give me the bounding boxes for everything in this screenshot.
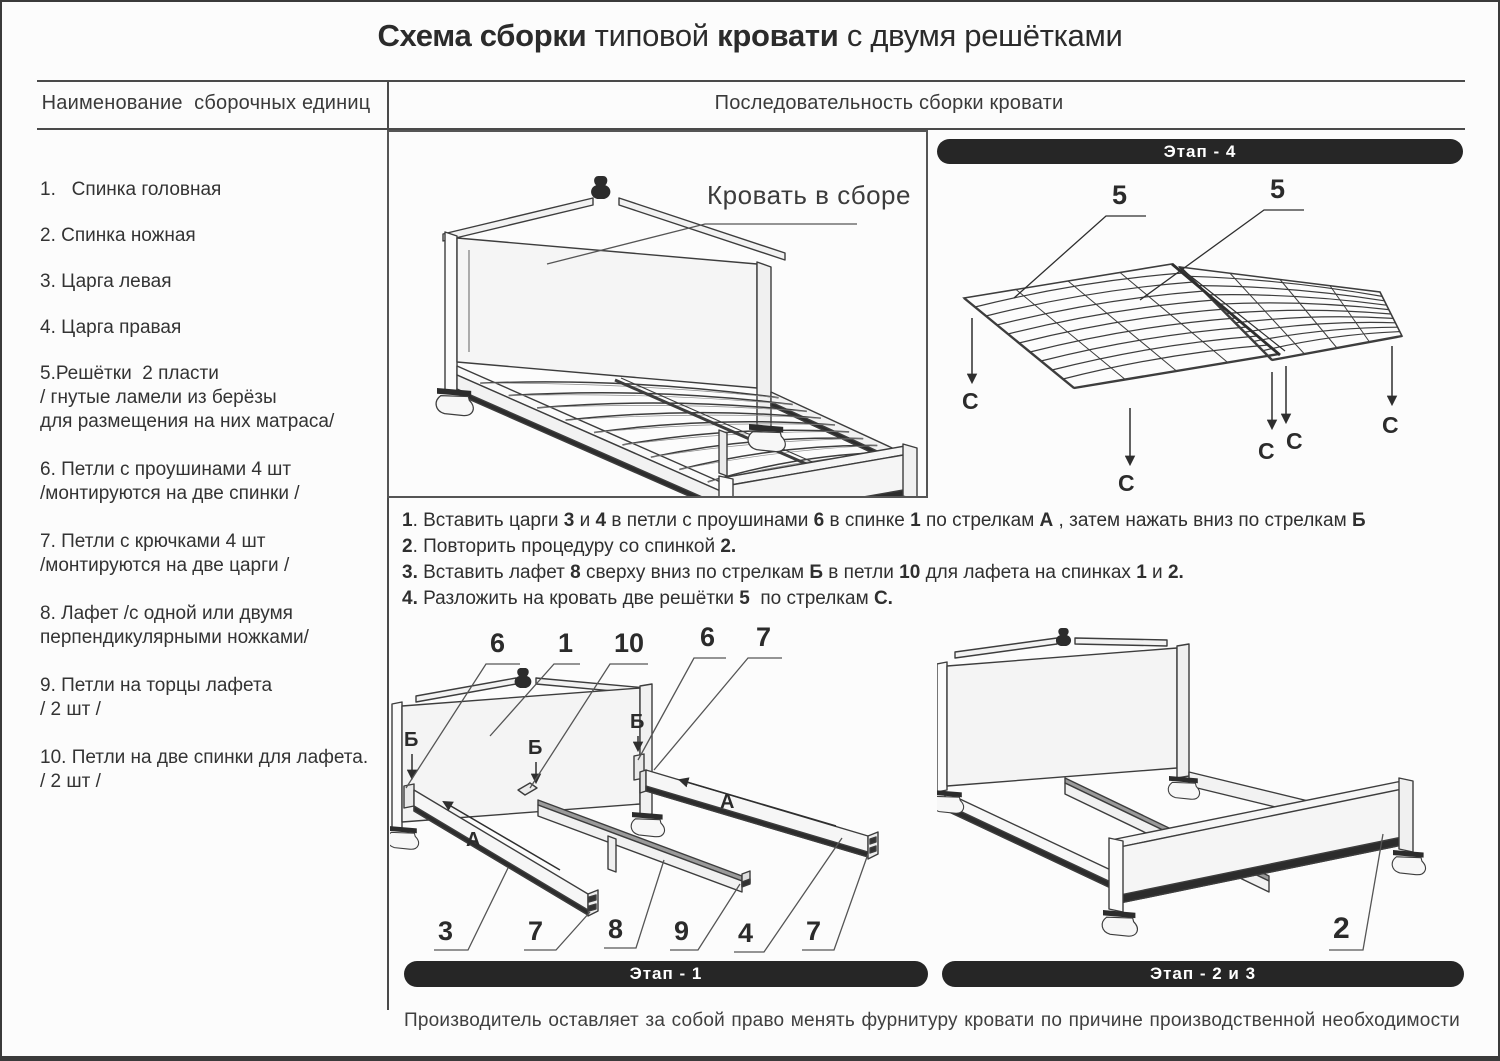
drawing-line: [1230, 273, 1305, 354]
text-segment: 4.: [402, 588, 418, 609]
parts-list-line: / гнутые ламели из берёзы: [40, 387, 277, 408]
text-segment: типовой: [594, 18, 718, 53]
parts-list-line: 2. Спинка ножная: [40, 225, 196, 246]
instruction-step-4: [402, 586, 1468, 612]
parts-list-item-8: [40, 602, 382, 650]
drawing-line: [1280, 280, 1337, 349]
parts-list-line: /монтируются на две спинки /: [40, 483, 300, 504]
text-segment: 3: [563, 510, 575, 531]
instruction-step-1: [402, 508, 1468, 534]
stage-2-3-pill: [942, 961, 1464, 987]
text-segment: и: [1146, 562, 1168, 583]
parts-list-item-9: [40, 674, 382, 722]
parts-list-item-4: [40, 316, 382, 340]
parts-list-item-10: [40, 746, 382, 794]
callout-10: 10: [614, 628, 645, 658]
callout-9: 9: [674, 916, 690, 946]
stage-2-3-drawing: [937, 620, 1490, 960]
text-segment: в петли: [823, 562, 900, 583]
text-segment: по стрелкам: [920, 510, 1040, 531]
parts-list-line: / 2 шт /: [40, 699, 101, 720]
text-segment: 1: [910, 510, 921, 531]
parts-list-line: /монтируются на две царги /: [40, 555, 290, 576]
instruction-step-3: [402, 560, 1468, 586]
assembled-bed-diagram: [389, 132, 926, 496]
parts-list-item-7: [40, 530, 382, 578]
stage-1-pill: [404, 961, 928, 987]
callout-А: А: [720, 791, 735, 813]
text-segment: 1: [1136, 562, 1147, 583]
stage-1-drawing: [390, 620, 930, 960]
callout-С: С: [1382, 412, 1399, 438]
callout-3: 3: [438, 916, 454, 946]
callout-7: 7: [806, 916, 822, 946]
callout-Б: Б: [630, 711, 645, 733]
parts-list-line: 6. Петли с проушинами 4 шт: [40, 459, 292, 480]
text-segment: 1: [402, 510, 413, 531]
parts-list-line: 3. Царга левая: [40, 271, 172, 292]
parts-list-line: 7. Петли с крючками 4 шт: [40, 531, 266, 552]
text-segment: , затем нажать вниз по стрелкам: [1053, 510, 1352, 531]
callout-5: 5: [1270, 174, 1286, 204]
callout-5: 5: [1112, 180, 1128, 210]
callout-6: 6: [490, 628, 506, 658]
stage-4-pill-label: Этап - 4: [1163, 141, 1237, 161]
callout-А: А: [466, 829, 481, 851]
text-segment: 3.: [402, 562, 418, 583]
header-rule-top: [37, 80, 1465, 82]
callout-1: 1: [558, 628, 574, 658]
right-column-header: Последовательность сборки кровати: [714, 92, 1064, 114]
text-segment: кровати: [717, 18, 839, 53]
text-segment: . Повторить процедуру со спинкой: [412, 536, 721, 557]
left-column-header: Наименование сборочных единиц: [41, 92, 371, 114]
instruction-step-2: [402, 534, 1468, 560]
text-segment: . Вставить царги: [412, 510, 564, 531]
text-segment: в спинке: [824, 510, 911, 531]
parts-list-line: / 2 шт /: [40, 771, 101, 792]
text-segment: для лафета на спинках: [920, 562, 1137, 583]
text-segment: А: [1039, 510, 1054, 531]
stage-2-3-diagram: [937, 620, 1490, 960]
drawing-line: [1180, 267, 1402, 360]
callout-8: 8: [608, 914, 624, 944]
callout-7: 7: [756, 622, 772, 652]
callout-7: 7: [528, 916, 544, 946]
callout-4: 4: [738, 918, 754, 948]
callout-С: С: [1258, 438, 1275, 464]
callout-С: С: [1118, 470, 1135, 496]
text-segment: С.: [873, 588, 893, 609]
text-segment: Схема сборки: [377, 18, 595, 53]
parts-list-item-5: [40, 362, 382, 434]
callout-С: С: [1286, 428, 1303, 454]
parts-list-line: для размещения на них матраса/: [40, 411, 335, 432]
parts-list-line: 5.Решётки 2 пласти: [40, 363, 219, 384]
text-segment: по стрелкам: [749, 588, 874, 609]
parts-list-item-1: [40, 178, 382, 202]
text-segment: Б: [1351, 510, 1366, 531]
callout-Б: Б: [528, 737, 543, 759]
assembly-instructions: [402, 508, 1468, 612]
text-segment: 2.: [1167, 562, 1184, 583]
text-segment: сверху вниз по стрелкам: [580, 562, 810, 583]
stage-1-pill-label: Этап - 1: [629, 964, 703, 983]
text-segment: в петли с проушинами: [606, 510, 814, 531]
parts-list-line: 9. Петли на торцы лафета: [40, 675, 273, 696]
stage-2-3-pill-label: Этап - 2 и 3: [1149, 964, 1257, 983]
callout-2: 2: [1333, 912, 1350, 945]
stage-1-diagram: [390, 620, 930, 960]
stage-4-diagram: [934, 168, 1490, 513]
parts-list: [40, 178, 382, 818]
callout-Б: Б: [404, 729, 419, 751]
parts-list-line: 4. Царга правая: [40, 317, 182, 338]
text-segment: Вставить лафет: [417, 562, 571, 583]
text-segment: 8: [570, 562, 581, 583]
stage-4-pill: [937, 139, 1463, 164]
parts-list-item-3: [40, 270, 382, 294]
parts-list-item-2: [40, 224, 382, 248]
text-segment: 2: [402, 536, 413, 557]
text-segment: 10: [899, 562, 921, 583]
parts-list-line: 10. Петли на две спинки для лафета.: [40, 747, 369, 768]
text-segment: с двумя решётками: [838, 18, 1123, 53]
text-segment: 4: [595, 510, 607, 531]
page-title: [2, 18, 1498, 54]
text-segment: 2.: [720, 536, 737, 557]
parts-list-line: 8. Лафет /с одной или двумя: [40, 603, 293, 624]
text-segment: 5: [739, 588, 750, 609]
callout-Кровать в сборе: Кровать в сборе: [707, 180, 911, 210]
manufacturer-disclaimer: Производитель оставляет за собой право менять фурнитуру кровати по причине производственной необходимости: [404, 1010, 1460, 1031]
drawing-line: [1330, 286, 1370, 342]
callout-6: 6: [700, 622, 716, 652]
parts-list-item-6: [40, 458, 382, 506]
text-segment: 6: [813, 510, 825, 531]
parts-list-line: 1. Спинка головная: [40, 179, 222, 200]
parts-list-line: перпендикулярными ножками/: [40, 627, 309, 648]
text-segment: Б: [809, 562, 824, 583]
text-segment: Разложить на кровать две решётки: [417, 588, 740, 609]
stage-4-drawing: [934, 168, 1490, 513]
callout-С: С: [962, 388, 979, 414]
text-segment: и: [574, 510, 596, 531]
